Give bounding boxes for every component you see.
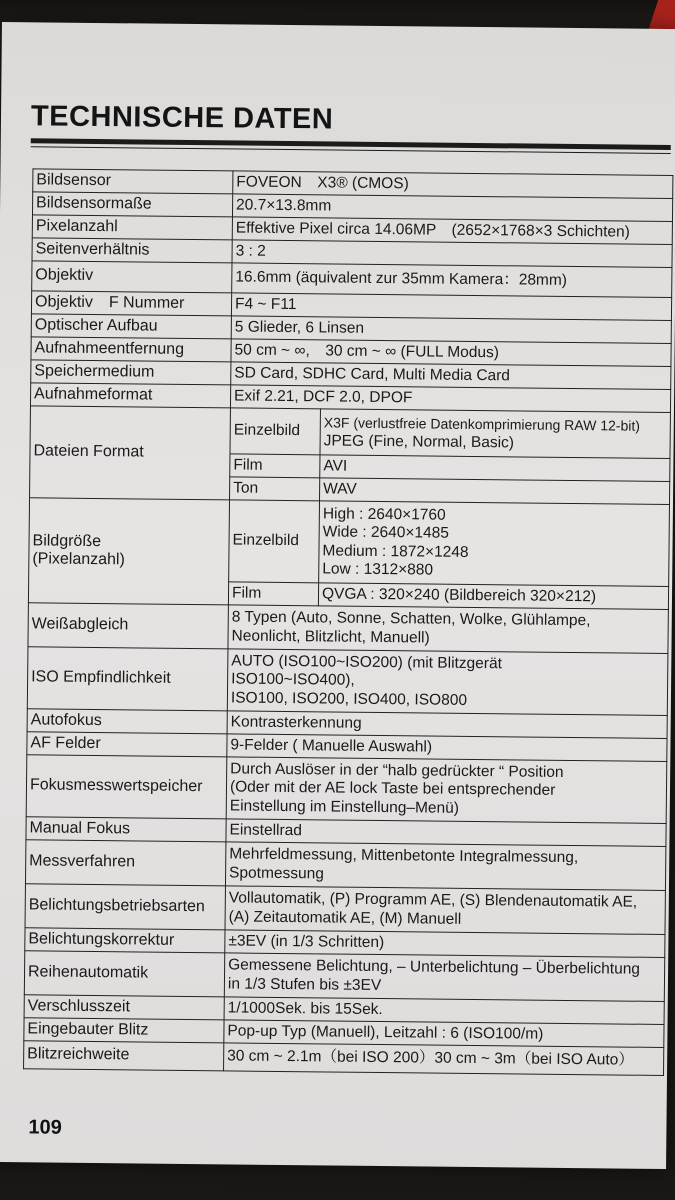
row-value: FOVEON X3® (CMOS) [233,171,673,199]
row-label: Blitzreichweite [24,1041,224,1071]
row-value: 50 cm ~ ∞, 30 cm ~ ∞ (FULL Modus) [231,339,671,367]
row-label: Pixelanzahl [32,215,232,240]
row-value: Kontrasterkennung [227,711,667,739]
value-line: X3F (verlustfreie Datenkomprimierung RAW 12-bit) [323,414,641,434]
value-line: (Oder mit der AE lock Taste bei entsprechender [229,778,556,800]
sub-label: Film [228,582,318,606]
row-value [224,953,664,1002]
row-value [226,757,667,824]
row-value [227,649,668,716]
sub-label: Einzelbild [229,500,320,583]
row-value: QVGA : 320×240 (Bildbereich 320×212) [318,583,668,610]
row-value [225,842,665,891]
table-row [25,884,665,935]
value-line: Durch Auslöser in der “halb gedrückter “ Position [230,760,564,781]
row-label: Aufnahmeformat [30,383,230,408]
row-label: Verschlusszeit [24,995,224,1020]
row-value: Effektive Pixel circa 14.06MP (2652×1768×3 Schichten) [232,217,672,245]
size-line: Low : 1312×880 [322,560,434,579]
row-value: 16.6mm (äquivalent zur 35mm Kamera：28mm) [232,263,672,298]
row-value: 5 Glieder, 6 Linsen [231,316,671,344]
table-row [24,951,664,1002]
size-line: Wide : 2640×1485 [322,523,450,542]
row-label: Autofokus [27,709,227,734]
table-row [30,406,670,459]
row-label: Bildsensormaße [32,192,232,217]
row-value: 1/1000Sek. bis 15Sek. [224,997,664,1025]
row-value: ±3EV (in 1/3 Schritten) [225,930,665,958]
spec-table [23,168,673,1076]
row-value [225,886,665,935]
sub-label: Ton [230,477,320,501]
row-value: Einstellrad [226,819,666,847]
value-line: Mehrfeldmessung, Mittenbetonte Integralmessung, [229,845,579,867]
row-value [320,409,670,459]
value-line: (A) Zeitautomatik AE, (M) Manuell [228,907,462,928]
manual-page [0,22,675,1169]
value-line: 8 Typen (Auto, Sonne, Schatten, Wolke, Glühlampe, [231,608,591,630]
value-line: ISO100, ISO200, ISO400, ISO800 [230,689,468,709]
row-label: Weißabgleich [28,603,228,649]
row-label [28,498,229,605]
row-label: Speichermedium [31,360,231,385]
row-label: Fokusmesswertspeicher [26,755,227,819]
value-line: Spotmessung [229,863,324,882]
sub-label: Film [230,454,320,478]
row-value: AVI [320,455,670,482]
row-label: Messverfahren [25,840,225,886]
table-row [29,498,670,587]
label-line: Bildgröße [32,531,102,550]
row-value: 3 : 2 [232,240,672,268]
row-label: Objektiv F Nummer [31,291,231,316]
value-line: in 1/3 Stufen bis ±3EV [227,974,382,994]
value-line: AUTO (ISO100~ISO200) (mit Blitzgerät [231,652,503,673]
row-label: Manual Fokus [26,817,226,842]
value-line: Vollautomatik, (P) Programm AE, (S) Blendenautomatik AE, [228,889,638,911]
value-line: JPEG (Fine, Normal, Basic) [323,431,515,451]
value-line: Neonlicht, Blitzlicht, Manuell) [231,626,430,647]
table-row [24,1041,664,1076]
value-line: Gemessene Belichtung, – Unterbelichtung – Überbelichtung [228,956,641,978]
row-label: Aufnahmeentfernung [31,337,231,362]
row-label: Eingebauter Blitz [24,1018,224,1043]
row-value: F4 ~ F11 [231,293,671,321]
row-value: SD Card, SDHC Card, Multi Media Card [231,362,671,390]
table-row [28,603,668,654]
row-label: AF Felder [27,732,227,757]
row-label: Seitenverhältnis [32,238,232,263]
label-line: (Pixelanzahl) [32,550,125,569]
row-value: Exif 2.21, DCF 2.0, DPOF [230,385,670,413]
row-label: Bildsensor [33,169,233,194]
row-value [228,605,668,654]
row-value: 20.7×13.8mm [232,194,672,222]
row-value: 30 cm ~ 2.1m（bei ISO 200）30 cm ~ 3m（bei ISO Auto） [224,1043,664,1076]
row-label: Reihenautomatik [24,951,224,997]
row-value: 9-Felder ( Manuelle Auswahl) [227,734,667,762]
row-label: Belichtungsbetriebsarten [25,884,225,930]
size-line: High : 2640×1760 [322,504,446,524]
size-line: Medium : 1872×1248 [322,541,469,561]
row-value [319,501,670,587]
page-number: 109 [28,1116,62,1139]
row-value: WAV [320,478,670,505]
row-label: Optischer Aufbau [31,314,231,339]
row-label: Dateien Format [30,406,231,500]
page-title: TECHNISCHE DATEN [30,100,334,136]
row-label: Belichtungskorrektur [25,928,225,953]
value-line: ISO100~ISO400), [231,670,355,689]
row-label: ISO Empfindlichkeit [27,647,228,711]
table-row [27,647,668,716]
table-row [26,755,667,824]
table-row [25,840,665,891]
value-line: Einstellung im Einstellung–Menü) [229,797,460,817]
row-value: Pop-up Typ (Manuell), Leitzahl : 6 (ISO100/m) [224,1020,664,1048]
row-label: Objektiv [32,261,232,293]
sub-label: Einzelbild [230,408,320,455]
